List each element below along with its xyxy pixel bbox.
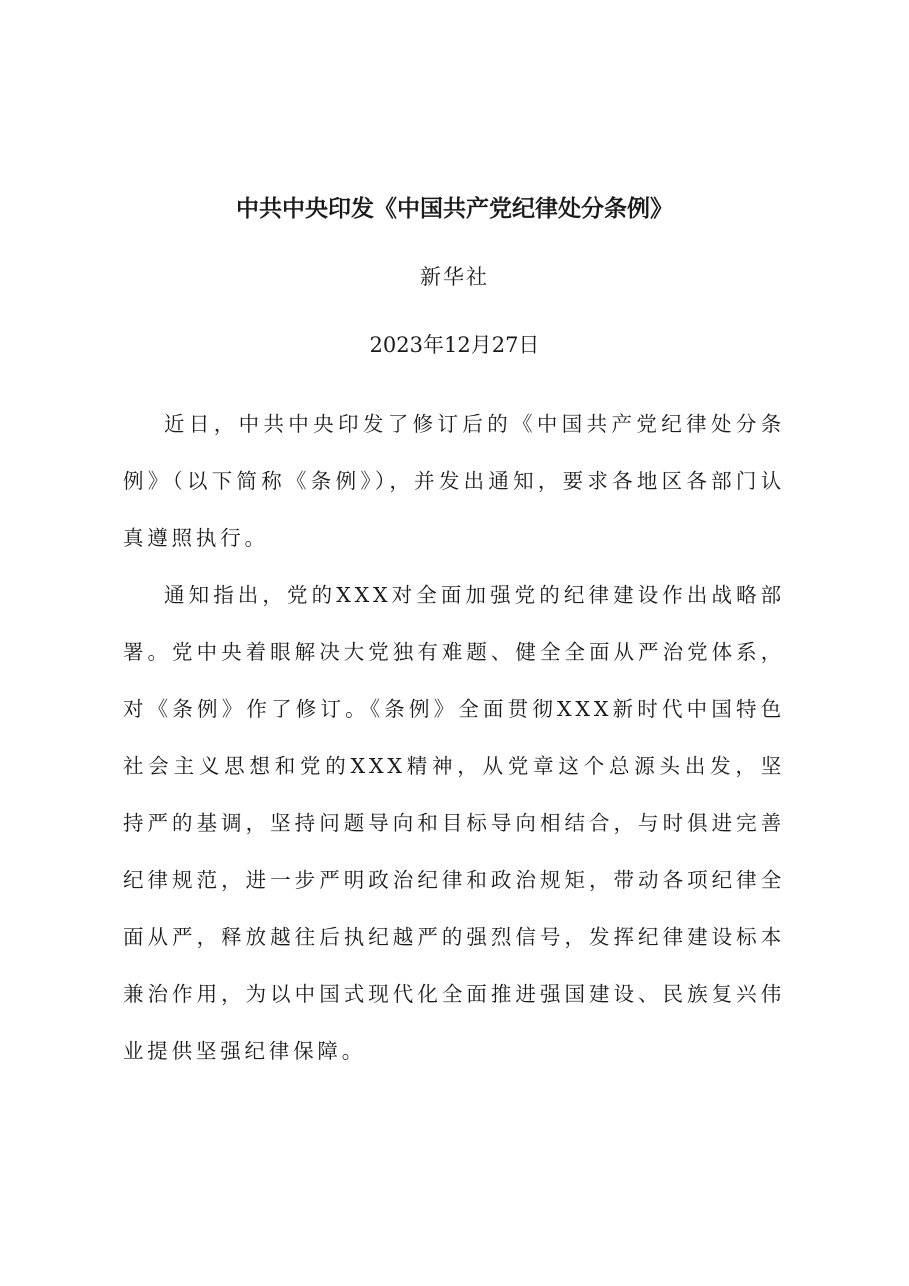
document-source: 新华社 bbox=[420, 265, 489, 289]
paragraph: 通知指出，党的XXX对全面加强党的纪律建设作出战略部署。党中央着眼解决大党独有难题、健全全面从严治党体系，对《条例》作了修订。《条例》全面贯彻XXX新时代中国特色社会主义思想和党的XXX精神，从党章这个总源头出发，坚持严的基调，坚持问题导向和目标导向相结合，与时俱进完善纪律规范，进一步严明政治纪律和政治规矩，带动各项纪律全面从严，释放越往后执纪越严的强烈信号，发挥纪律建设标本兼治作用，为以中国式现代化全面推进强国建设、民族复兴伟业提供坚强纪律保障。 bbox=[123, 583, 785, 1063]
paragraph: 近日，中共中央印发了修订后的《中国共产党纪律处分条例》（以下简称《条例》），并发出通知，要求各地区各部门认真遵照执行。 bbox=[123, 412, 785, 550]
document-title: 中共中央印发《中国共产党纪律处分条例》 bbox=[236, 196, 673, 222]
document-date: 2023年12月27日 bbox=[369, 333, 540, 357]
document-body bbox=[123, 396, 785, 1080]
